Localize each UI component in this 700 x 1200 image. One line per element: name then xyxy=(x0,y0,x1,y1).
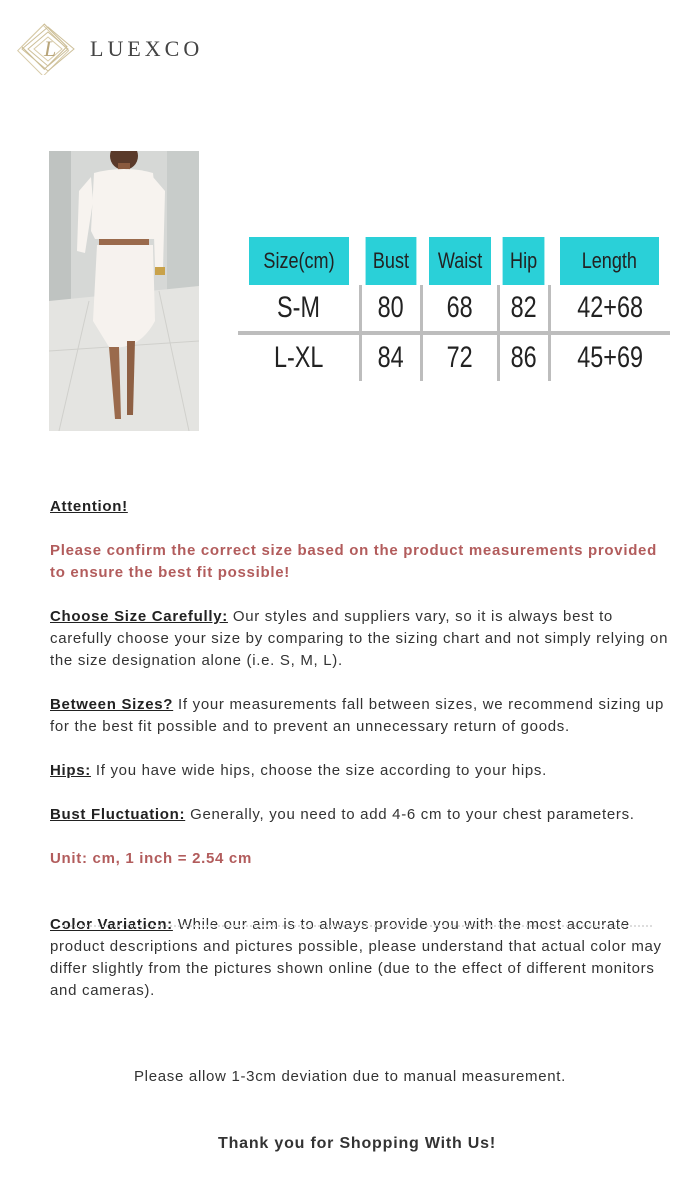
between-sizes-paragraph xyxy=(50,694,670,738)
size-chart-header-cell: Waist xyxy=(429,237,491,285)
between-sizes-title: Between Sizes? xyxy=(50,696,174,713)
table-row xyxy=(238,285,670,333)
table-cell: S-M xyxy=(238,285,360,333)
between-sizes-text: If your measurements fall between sizes, we recommend sizing up for the best fit possible and to prevent an unnecessary return of goods. xyxy=(50,696,665,735)
hips-paragraph xyxy=(50,760,670,782)
color-variation-title: Color Variation: xyxy=(50,916,173,933)
hips-title: Hips: xyxy=(50,762,91,779)
confirm-note: Please confirm the correct size based on the product measurements provided to ensure the best fit possible! xyxy=(50,542,657,581)
table-cell: 45+69 xyxy=(577,341,644,374)
size-chart-header-cell: Bust xyxy=(366,237,417,285)
size-chart-header-cell: Length xyxy=(560,237,659,285)
product-photo-illustration xyxy=(49,151,199,431)
table-cell: 86 xyxy=(498,333,549,381)
table-cell: 84 xyxy=(360,333,422,381)
dotted-divider xyxy=(62,925,652,927)
table-cell: 82 xyxy=(498,285,549,333)
choose-size-paragraph xyxy=(50,606,670,672)
unit-note: Unit: cm, 1 inch = 2.54 cm xyxy=(50,850,253,867)
product-photo xyxy=(49,151,199,431)
bust-paragraph xyxy=(50,804,670,826)
size-chart-header-row xyxy=(238,237,670,285)
size-chart-header-cell: Size(cm) xyxy=(249,237,349,285)
deviation-note: Please allow 1-3cm deviation due to manual measurement. xyxy=(133,1068,567,1085)
color-variation-text: While our aim is to always provide you with the most accurate product descriptions and pictures possible, please understand that actual color may differ slightly from the pictures shown online (due to the effect of different monitors and cameras). xyxy=(50,916,662,999)
size-chart-table xyxy=(238,237,670,381)
choose-size-text: Our styles and suppliers vary, so it is always best to carefully choose your size by comparing to the sizing chart and not simply relying on the size designation alone (i.e. S, M, L). xyxy=(50,608,669,669)
table-cell: 68 xyxy=(422,285,498,333)
hips-text: If you have wide hips, choose the size according to your hips. xyxy=(91,762,547,779)
bust-title: Bust Fluctuation: xyxy=(50,806,186,823)
table-cell: 42+68 xyxy=(549,285,670,333)
thanks-message: Thank you for Shopping With Us! xyxy=(218,1135,496,1152)
attention-heading: Attention! xyxy=(50,498,128,515)
table-cell: L-XL xyxy=(238,333,360,381)
brand-header xyxy=(14,22,203,76)
bust-text: Generally, you need to add 4-6 cm to your chest parameters. xyxy=(185,806,635,823)
table-cell: 72 xyxy=(422,333,498,381)
table-row xyxy=(238,333,670,381)
choose-size-title: Choose Size Carefully: xyxy=(50,608,228,625)
brand-name: LUEXCO xyxy=(90,36,204,61)
logo-letter: L xyxy=(44,36,57,61)
color-variation-paragraph xyxy=(50,914,670,1002)
table-cell: 80 xyxy=(360,285,422,333)
brand-logo-icon xyxy=(14,23,86,75)
size-chart-header-cell: Hip xyxy=(503,237,545,285)
